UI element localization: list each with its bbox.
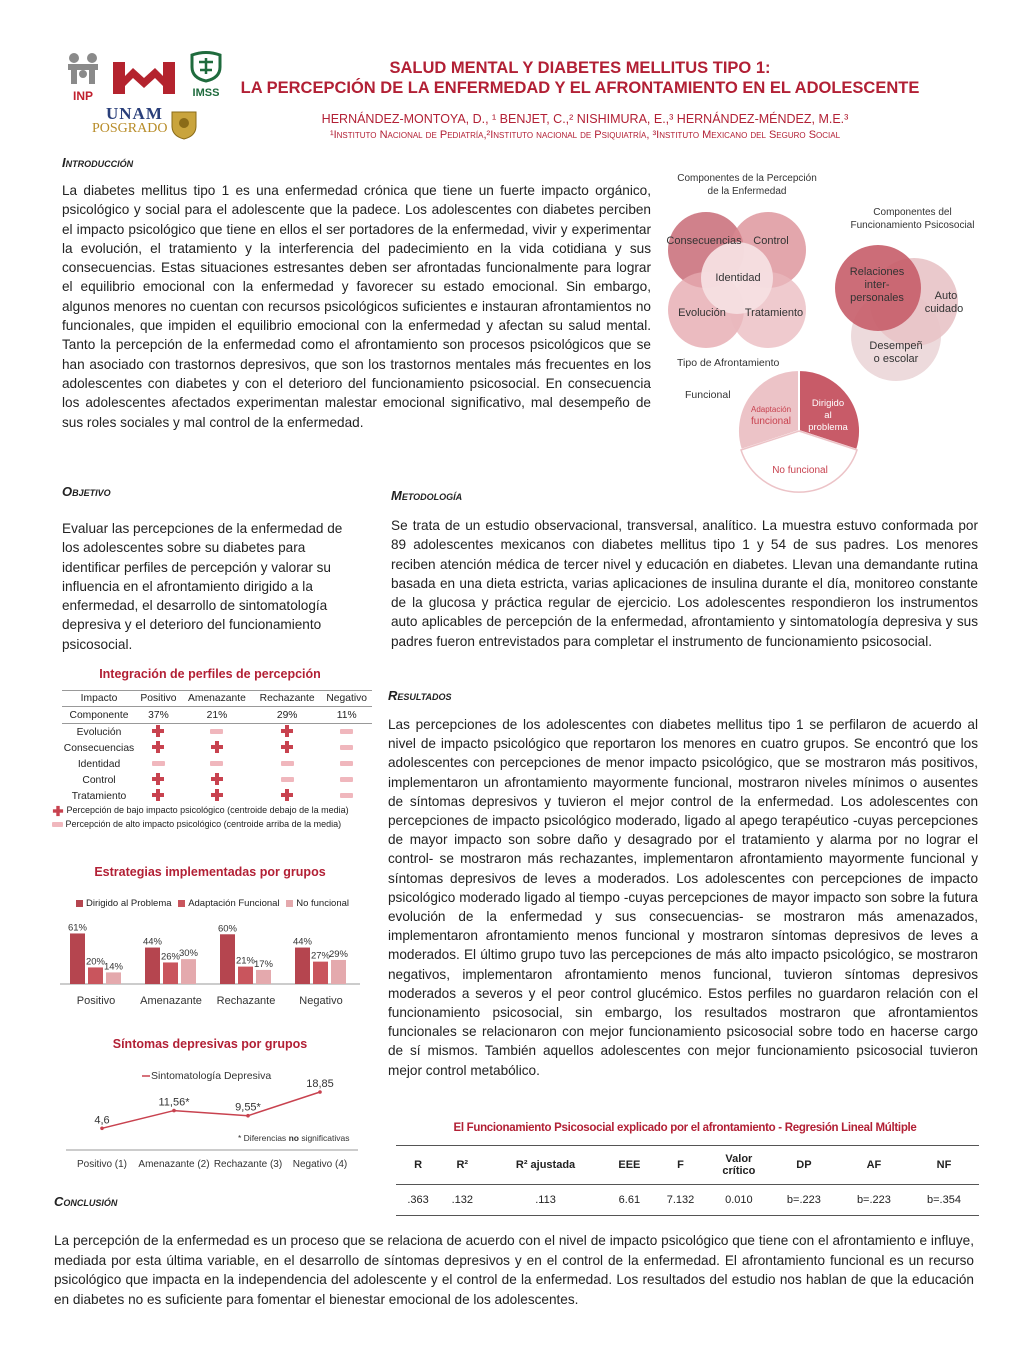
venn-label-relaciones-1: Relaciones	[849, 266, 905, 278]
bar-label: 17%	[253, 958, 274, 970]
minus-icon	[281, 777, 294, 782]
coping-functional-label: Funcional	[685, 389, 731, 401]
line-category-label: Amenazante (2)	[138, 1159, 210, 1170]
bar-category-label: Amenazante	[140, 995, 202, 1007]
plus-icon	[211, 741, 223, 753]
venn-label-desempeno-2: o escolar	[873, 353, 919, 365]
perfiles-row	[62, 740, 372, 756]
bar-label: 26%	[160, 951, 181, 963]
plus-icon	[152, 741, 164, 753]
legend-item-adaptacion: Adaptación Funcional	[178, 898, 279, 909]
componente-row	[62, 707, 372, 724]
perfiles-mark-cell	[321, 740, 372, 756]
regression-title: El Funcionamiento Psicosocial explicado por el afrontamiento - Regresión Lineal Múltiple	[453, 1122, 917, 1134]
bar-2-2	[256, 970, 271, 984]
venn-label-evolucion: Evolución	[678, 307, 726, 319]
bar-0-0	[70, 933, 85, 984]
line-category-label: Rechazante (3)	[213, 1159, 283, 1170]
perfiles-mark-cell	[253, 772, 321, 788]
regression-table	[396, 1145, 979, 1216]
line-point-label: 18,85	[306, 1078, 334, 1091]
minus-icon	[340, 745, 353, 750]
regression-header: NF	[909, 1146, 979, 1185]
plus-icon	[281, 741, 293, 753]
perfiles-row-label: Identidad	[77, 758, 121, 770]
plus-icon	[152, 773, 164, 785]
perfiles-header: Impacto	[62, 691, 136, 707]
minus-icon	[340, 729, 353, 734]
venn-label-auto-2: cuidado	[924, 303, 964, 315]
perfiles-row-label: Consecuencias	[63, 742, 135, 754]
note-bold: no	[288, 1133, 299, 1143]
line-chart-note	[238, 1133, 350, 1143]
regression-header: F	[652, 1146, 709, 1185]
metodologia-text: Se trata de un estudio observacional, transversal, analítico. La muestra estuvo conformada por 89 adolescentes mexicanos con diabetes mellitus tipo 1 y 54 de sus padres. Los menores reciben atención médica de tercer nivel y educación en diabetes. Llevan una demandante rutina basada en una dieta estricta, varias aplicaciones de insulina durante el día, monitoreo constante de la glucosa y práctica regular de ejercicio. Los adolescentes respondieron los instrumentos auto aplicables de percepción de la enfermedad, afrontamiento y sintomatología depresiva y sus padres fueron entrevistados para completar el instrumento de funcionamiento psicosocial.	[391, 518, 978, 649]
perfiles-mark-cell	[181, 772, 253, 788]
title-line-2: LA PERCEPCIÓN DE LA ENFERMEDAD Y EL AFRONTAMIENTO EN EL ADOLESCENTE	[240, 79, 920, 97]
objetivo-text: Evaluar las percepciones de la enfermedad de los adolescentes sobre su diabetes para identificar perfiles de percepción y valorar su influencia en el afrontamiento dirigido a la enfermedad, el desarrollo de sintomatología depresiva y el deterioro del funcionamiento psicosocial.	[62, 521, 343, 652]
plus-icon	[211, 773, 223, 785]
bar-chart-title: Estrategias implementadas por grupos	[94, 865, 326, 879]
regression-header: AF	[839, 1146, 909, 1185]
legend-minus-text: Percepción de alto impacto psicológico (centroide arriba de la media)	[65, 819, 342, 829]
regression-header: DP	[769, 1146, 839, 1185]
line-point	[100, 1126, 104, 1130]
minus-icon	[210, 729, 223, 734]
plus-icon	[152, 789, 164, 801]
perfiles-row	[62, 788, 372, 804]
minus-icon	[52, 822, 63, 827]
perfiles-mark-cell	[321, 756, 372, 772]
posgrado-text: POSGRADO	[92, 121, 168, 136]
regression-value: .363	[396, 1185, 440, 1216]
regression-header: R²	[440, 1146, 484, 1185]
inp-logo-text: INP	[72, 89, 93, 103]
objetivo-heading: Objetivo	[62, 484, 111, 499]
componente-cell: 37%	[148, 709, 169, 721]
pie-label-no-funcional: No funcional	[772, 465, 828, 476]
minus-icon	[340, 777, 353, 782]
pie-label-dirigido-3: problema	[808, 422, 848, 433]
line-point-label: 9,55*	[235, 1101, 261, 1114]
perfiles-table	[62, 690, 372, 804]
legend-item-dirigido: Dirigido al Problema	[76, 898, 172, 909]
psychosocial-venn	[830, 250, 964, 385]
perfiles-row-label: Evolución	[76, 726, 122, 738]
resultados-text: Las percepciones de los adolescentes con diabetes mellitus tipo 1 se perfilaron de acuerdo al nivel de impacto psicológico que reportaron los menores en cuatro grupos. Se encontró que los adolescentes con percepciones de menor impacto psicológico, que se mostraron más positivos, implementaron un afrontamiento mayormente funcional, mostraron niveles mínimos o ausentes de síntomas depresivos y tuvieron el mejor control de la enfermedad. Los adolescentes con percepciones de impacto psicológico moderado, ligado al apego terapéutico -cuyas percepciones de mayor impacto son sobre daño y desagrado por el tratamiento y alarma por no lograr el control- se mostraron más rechazantes, implementaron afrontamiento mayormente funcional y síntomas depresivos de leves a moderados. Los adolescentes con percepciones de impacto psicológico moderado ligado al tiempo -cuyas percepciones de mayor impacto son sobre la futura evolución de la enfermedad y sus consecuencias- se mostraron más amenazados, implementaron afrontamiento menos funcional y mostraron síntomas depresivos de leves a moderados. El último grupo tuvo las percepciones de más alto impacto psicológico, se mostraron negativos, implementaron afrontamiento menos funcional, tuvieron síntomas depresivos moderados a severos y el peor control glucémico. Estos perfiles no guardaron relación con el funcionamiento psicosocial, sin embargo, los resultados mostraron que afrontamientos funcionales se relacionaron con mejor funcionamiento psicosocial sobre todo en hacerse cargo de sí mismos. También aquellos adolescentes con mejor funcionamiento psicosocial tuvieron mejor control metabólico.	[388, 717, 978, 1078]
perfiles-mark-cell	[181, 724, 253, 741]
venn-label-consecuencias: Consecuencias	[666, 235, 742, 247]
conclusion-text: La percepción de la enfermedad es un proceso que se relaciona de acuerdo con el nivel de impacto psicológico que tiene con el afrontamiento e influye, mediada por esta última variable, en el desarrollo de síntomas depresivos y en el control de la enfermedad. El afrontamiento funcional es un recurso psicológico que impacta en la independencia del adolescente y el control de la enfermedad. Los resultados del estudio nos hablan de que la educación en diabetes no es suficiente para fomentar el bienestar emocional de los adolescentes.	[54, 1233, 974, 1307]
regression-value: b=.223	[769, 1185, 839, 1216]
venn-label-control: Control	[753, 235, 789, 247]
minus-icon	[152, 761, 165, 766]
bar-label: 44%	[142, 936, 163, 948]
legend-item-no-funcional: No funcional	[286, 898, 349, 909]
metodologia-heading: Metodología	[391, 488, 463, 503]
bar-label: 20%	[85, 956, 106, 968]
regression-value: 0.010	[709, 1185, 769, 1216]
regression-header: Valor crítico	[709, 1146, 769, 1185]
perfiles-mark-cell	[136, 724, 181, 741]
perfiles-mark-cell	[136, 788, 181, 804]
affiliations: ¹Instituto Nacional de Pediatría,²Instituto nacional de Psiquiatría, ³Instituto Mexicano del Seguro Social	[329, 129, 841, 141]
perfiles-row	[62, 772, 372, 788]
pie-label-adaptacion-1: Adaptación	[750, 405, 792, 414]
bar-1-3	[313, 962, 328, 984]
venn-label-identidad: Identidad	[715, 272, 761, 284]
bar-1-1	[163, 962, 178, 984]
line-category-label: Negativo (4)	[292, 1159, 348, 1170]
regression-value-row	[396, 1185, 979, 1216]
bar-2-1	[181, 959, 196, 984]
perfiles-row-label: Control	[82, 774, 116, 786]
perfiles-header: Amenazante	[181, 691, 253, 707]
perception-venn	[662, 206, 814, 356]
bar-2-3	[331, 960, 346, 984]
bar-label: 21%	[235, 955, 256, 967]
perfiles-legend	[52, 803, 349, 831]
perfiles-mark-cell	[181, 756, 253, 772]
minus-icon	[340, 761, 353, 766]
title-line-1: SALUD MENTAL Y DIABETES MELLITUS TIPO 1:	[389, 59, 771, 77]
legend-plus-text: Percepción de bajo impacto psicológico (centroide debajo de la media)	[66, 805, 349, 815]
line-point	[172, 1109, 176, 1113]
line-legend-label: Sintomatología Depresiva	[151, 1070, 272, 1082]
legend-minus-row	[52, 817, 349, 831]
poster-title	[230, 58, 930, 98]
regression-value: 7.132	[652, 1185, 709, 1216]
line-point-label: 4,6	[94, 1114, 110, 1127]
bar-2-0	[106, 972, 121, 984]
venn-label-relaciones-3: personales	[850, 292, 904, 304]
venn-label-auto-1: Auto	[934, 290, 958, 302]
intro-heading: Introducción	[62, 155, 134, 170]
perfiles-mark-cell	[181, 788, 253, 804]
bar-chart-legend	[76, 898, 349, 909]
imss-logo-text: IMSS	[192, 87, 220, 99]
perfiles-mark-cell	[253, 740, 321, 756]
regression-header: R	[396, 1146, 440, 1185]
bar-label: 14%	[103, 961, 124, 973]
componente-cell: 21%	[206, 709, 228, 721]
perception-diagram-title: Componentes de la Percepción de la Enfermedad	[677, 173, 817, 197]
intro-text: La diabetes mellitus tipo 1 es una enfermedad crónica que tiene un fuerte impacto orgánico, psicológico y social para el adolescente que la padece. Los adolescentes con diabetes perciben el impacto psicológico que tiene en ellos el ser portadores de la enfermedad, vivir y experimentar la evolución, el tratamiento y la interferencia del padecimiento en la vida cotidiana y sus consecuencias. Estas situaciones estresantes deben ser afrontadas funcionalmente para lograr el equilibrio emocional con la enfermedad y favorecer su estado emocional. Sin embargo, algunos menores no cuentan con recursos psicológicos suficientes e instauran afrontamientos no funcionales, que impiden el equilibrio emocional con la enfermedad y afectan su salud mental. Tanto la percepción de la enfermedad como el afrontamiento son procesos psicológicos que se han asociado con trastornos depresivos, que son los trastornos mentales más frecuentes en los adolescentes con diabetes y con el deterioro del funcionamiento psicosocial. En consecuencia los adolescentes afectados experimentan malestar emocional significativo, mal desempeño de sus roles sociales y mal control de la enfermedad.	[62, 183, 651, 430]
note-prefix: * Diferencias	[238, 1133, 289, 1143]
imss-logo	[189, 52, 223, 99]
bar-category-label: Negativo	[299, 995, 343, 1007]
unam-text: UNAM	[106, 104, 163, 123]
perfiles-header: Rechazante	[253, 691, 321, 707]
bar-category-label: Rechazante	[216, 995, 276, 1007]
conclusion-heading: Conclusión	[54, 1194, 118, 1209]
componente-cell: 29%	[276, 709, 298, 721]
psychosocial-diagram-title: Componentes del Funcionamiento Psicosocial	[850, 207, 975, 231]
regression-header: EEE	[607, 1146, 652, 1185]
resultados-heading: Resultados	[388, 688, 452, 703]
regression-header: R² ajustada	[484, 1146, 606, 1185]
componente-cell: 11%	[336, 709, 357, 721]
bar-1-2	[238, 967, 253, 984]
regression-value: .113	[484, 1185, 606, 1216]
line-chart	[62, 1064, 362, 1174]
minus-icon	[210, 761, 223, 766]
bar-0-2	[220, 934, 235, 984]
perfiles-row	[62, 724, 372, 741]
coping-pie	[736, 368, 862, 494]
legend-plus-row	[52, 803, 349, 817]
bar-0-3	[295, 948, 310, 984]
venn-label-desempeno-1: Desempeñ	[869, 340, 923, 352]
perfiles-mark-cell	[253, 756, 321, 772]
bar-label: 29%	[328, 948, 349, 960]
note-suffix: significativas	[298, 1133, 350, 1143]
minus-icon	[281, 761, 294, 766]
componente-cell: Componente	[69, 709, 129, 721]
regression-value: .132	[440, 1185, 484, 1216]
perfiles-mark-cell	[321, 788, 372, 804]
coping-diagram-title: Tipo de Afrontamiento	[677, 357, 780, 369]
pie-label-dirigido-1: Dirigido	[811, 398, 845, 409]
regression-value: b=.354	[909, 1185, 979, 1216]
bar-label: 61%	[67, 922, 88, 934]
regression-value: b=.223	[839, 1185, 909, 1216]
venn-label-tratamiento: Tratamiento	[744, 307, 804, 319]
minus-icon	[340, 793, 353, 798]
line-point	[318, 1090, 322, 1094]
unam-posgrado-logo	[92, 104, 202, 144]
bar-label: 30%	[178, 948, 199, 960]
plus-icon	[281, 789, 293, 801]
perfiles-header: Negativo	[321, 691, 372, 707]
regression-header-row	[396, 1146, 979, 1185]
perfiles-mark-cell	[321, 772, 372, 788]
line-point	[246, 1114, 250, 1118]
plus-icon	[281, 725, 293, 737]
authors: HERNÁNDEZ-MONTOYA, D., ¹ BENJET, C.,² NISHIMURA, E.,³ HERNÁNDEZ-MÉNDEZ, M.E.³	[321, 112, 849, 126]
bar-label: 44%	[292, 936, 313, 948]
inp-logo	[62, 50, 104, 103]
line-category-label: Positivo (1)	[76, 1159, 128, 1170]
line-chart-title: Síntomas depresivas por grupos	[112, 1037, 308, 1051]
hospital-logo	[113, 58, 175, 94]
bar-category-label: Positivo	[76, 995, 116, 1007]
bar-1-0	[88, 967, 103, 984]
perfiles-title: Integración de perfiles de percepción	[99, 667, 321, 681]
perfiles-header-row	[62, 691, 372, 707]
perfiles-header: Positivo	[136, 691, 181, 707]
perfiles-mark-cell	[136, 772, 181, 788]
venn-label-relaciones-2: inter-	[864, 279, 890, 291]
perfiles-mark-cell	[136, 740, 181, 756]
perfiles-row-label: Tratamiento	[71, 790, 127, 802]
plus-icon	[211, 789, 223, 801]
plus-icon	[53, 806, 63, 816]
perfiles-mark-cell	[321, 724, 372, 741]
pie-label-dirigido-2: al	[824, 410, 832, 421]
bar-0-1	[145, 948, 160, 984]
perfiles-mark-cell	[181, 740, 253, 756]
regression-value: 6.61	[607, 1185, 652, 1216]
pie-label-adaptacion-2: funcional	[750, 416, 792, 427]
perfiles-row	[62, 756, 372, 772]
bar-label: 27%	[310, 950, 331, 962]
bar-label: 60%	[217, 923, 238, 935]
perfiles-mark-cell	[253, 788, 321, 804]
perfiles-mark-cell	[253, 724, 321, 741]
perfiles-mark-cell	[136, 756, 181, 772]
line-point-label: 11,56*	[158, 1096, 190, 1109]
line-series	[102, 1092, 320, 1128]
plus-icon	[152, 725, 164, 737]
bar-chart	[60, 918, 360, 1014]
